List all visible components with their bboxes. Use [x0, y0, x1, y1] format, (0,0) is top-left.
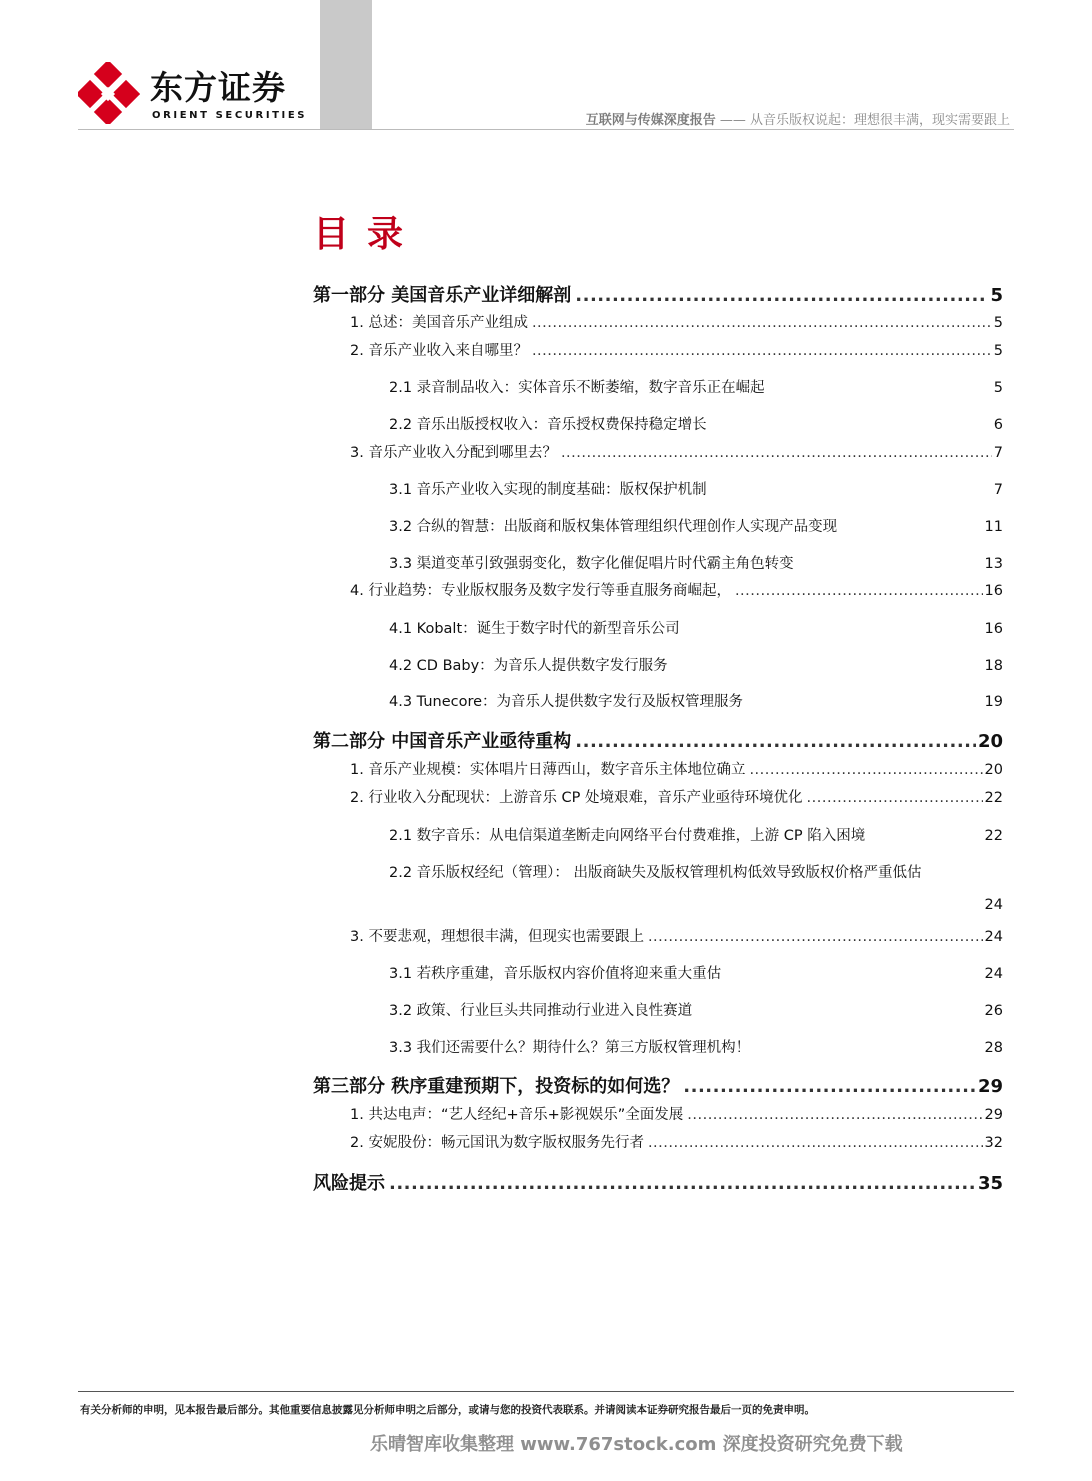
toc-entry[interactable]: 2. 安妮股份：畅元国讯为数字版权服务先行者 ..... 32 [350, 1131, 1003, 1152]
toc-entry[interactable]: 2.1 录音制品收入：实体音乐不断萎缩，数字音乐正在崛起 5 [389, 380, 1003, 396]
toc-entry[interactable]: 3. 不要悲观，理想很丰满，但现实也需要跟上 ..... 24 [350, 925, 1003, 946]
toc-entry[interactable]: 3.2 政策、行业巨头共同推动行业进入良性赛道 26 [389, 1003, 1003, 1019]
toc-risk[interactable]: 风险提示 ..... 35 [313, 1169, 1003, 1195]
logo-chinese-name: 东方证券 [150, 68, 286, 107]
toc-entry-page: 24 [984, 897, 1003, 913]
toc-entry[interactable]: 3.3 我们还需要什么？期待什么？第三方版权管理机构！ 28 [389, 1040, 1003, 1056]
toc-entry[interactable]: 2. 行业收入分配现状：上游音乐 CP 处境艰难，音乐产业亟待环境优化 ..... 22 [350, 786, 1003, 807]
toc-entry[interactable]: 2.1 数字音乐：从电信渠道垄断走向网络平台付费难推，上游 CP 陷入困境 22 [389, 828, 1003, 844]
toc-part-2[interactable]: 第二部分 中国音乐产业亟待重构 ..... 20 [313, 727, 1003, 753]
toc-entry[interactable]: 4. 行业趋势：专业版权服务及数字发行等垂直服务商崛起， ..... 16 [350, 579, 1003, 600]
toc-entry[interactable]: 2.2 音乐版权经纪（管理）： 出版商缺失及版权管理机构低效导致版权价格严重低估 [389, 865, 922, 881]
header-gray-bar [320, 0, 372, 130]
toc-entry[interactable]: 4.3 Tunecore：为音乐人提供数字发行及版权管理服务 19 [389, 694, 1003, 710]
report-header [586, 109, 1010, 128]
header-divider [78, 129, 1014, 130]
orient-logo-icon [78, 62, 140, 124]
toc-entry[interactable]: 3.1 音乐产业收入实现的制度基础：版权保护机制 7 [389, 482, 1003, 498]
toc-entry[interactable]: 4.2 CD Baby：为音乐人提供数字发行服务 18 [389, 658, 1003, 674]
toc-entry[interactable]: 3. 音乐产业收入分配到哪里去？ ..... 7 [350, 441, 1003, 462]
toc-entry[interactable]: 3.3 渠道变革引致强弱变化，数字化催促唱片时代霸主角色转变 13 [389, 556, 1003, 572]
toc-entry[interactable]: 3.2 合纵的智慧：出版商和版权集体管理组织代理创作人实现产品变现 11 [389, 519, 1003, 535]
toc-entry[interactable]: 3.1 若秩序重建，音乐版权内容价值将迎来重大重估 24 [389, 966, 1003, 982]
toc-entry[interactable]: 1. 共达电声：“艺人经纪+音乐+影视娱乐”全面发展 ..... 29 [350, 1103, 1003, 1124]
watermark: 乐晴智库收集整理 www.767stock.com 深度投资研究免费下载 [370, 1434, 903, 1455]
toc-part-3[interactable]: 第三部分 秩序重建预期下，投资标的如何选？ ..... 29 [313, 1072, 1003, 1098]
toc-entry[interactable]: 1. 总述：美国音乐产业组成 ..... 5 [350, 311, 1003, 332]
toc-entry[interactable]: 4.1 Kobalt：诞生于数字时代的新型音乐公司 16 [389, 621, 1003, 637]
toc-entry[interactable]: 2. 音乐产业收入来自哪里？ ..... 5 [350, 339, 1003, 360]
footer-disclaimer: 有关分析师的申明，见本报告最后部分。其他重要信息披露见分析师申明之后部分，或请与您的投资代表联系。并请阅读本证券研究报告最后一页的免责申明。 [80, 1404, 815, 1416]
toc-entry[interactable]: 2.2 音乐出版授权收入：音乐授权费保持稳定增长 6 [389, 417, 1003, 433]
toc-part-1[interactable]: 第一部分 美国音乐产业详细解剖 ..... 5 [313, 281, 1003, 307]
logo-english-name: ORIENT SECURITIES [152, 110, 308, 121]
toc-title: 目录 [313, 214, 422, 255]
report-type: 互联网与传媒深度报告 [585, 113, 716, 128]
toc-entry[interactable]: 1. 音乐产业规模：实体唱片日薄西山，数字音乐主体地位确立 ..... 20 [350, 758, 1003, 779]
footer-divider [78, 1391, 1014, 1392]
report-title: —— 从音乐版权说起：理想很丰满，现实需要跟上 [719, 113, 1010, 128]
